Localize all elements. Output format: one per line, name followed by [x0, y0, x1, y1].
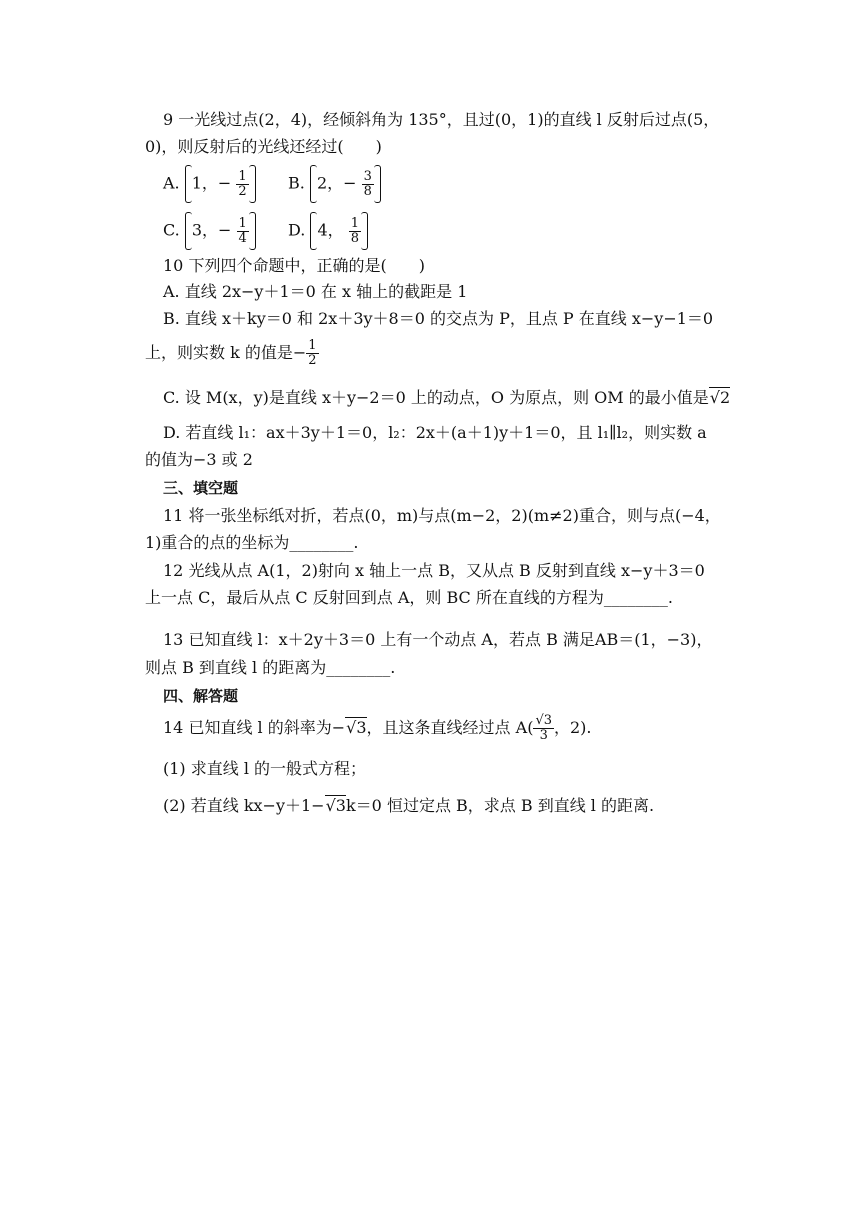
option-value: 1，− — [191, 173, 232, 193]
q11-line2: 1)重合的点的坐标为________. — [145, 533, 359, 552]
q14-text-a: 14 已知直线 l 的斜率为− — [163, 718, 346, 737]
q10-option-b-line2 — [145, 339, 745, 368]
q9-option-a — [163, 165, 256, 203]
option-value: 2，− — [316, 173, 357, 193]
q10-option-d-line2: 的值为−3 或 2 — [145, 450, 253, 469]
option-fraction: $\frac{1}{4}$ — [238, 215, 247, 246]
q10-option-d-line1: D. 若直线 l₁：ax＋3y＋1＝0，l₂：2x＋(a＋1)y＋1＝0，且 l₁∥l₂，则实数 a — [163, 423, 707, 442]
q14-part1: (1) 求直线 l 的一般式方程； — [163, 759, 367, 778]
q14-p2-sqrt: √ 3 — [325, 795, 346, 815]
option-fraction: $\frac{3}{8}$ — [363, 168, 372, 199]
option-value: 3，− — [191, 220, 232, 240]
option-letter: B. — [288, 173, 305, 193]
q9-line2: 0)，则反射后的光线还经过( ) — [145, 137, 382, 156]
q12-line1: 12 光线从点 A(1，2)射向 x 轴上一点 B，又从点 B 反射到直线 x−y＋3＝0 — [163, 561, 705, 580]
q10-option-b-line1: B. 直线 x＋ky＝0 和 2x＋3y＋8＝0 的交点为 P，且点 P 在直线 x−y−1＝0 — [163, 309, 714, 328]
section-heading-solutions: 四、解答题 — [163, 687, 239, 705]
section-heading-fill-in: 三、填空题 — [163, 479, 239, 497]
q10-stem: 10 下列四个命题中，正确的是( ) — [163, 256, 425, 275]
q10-b-text: 上，则实数 k 的值是− — [145, 343, 307, 362]
q10-c-sqrt: √ 2 — [709, 387, 730, 407]
q9-line1: 9 一光线过点(2，4)，经倾斜角为 135°，且过(0，1)的直线 l 反射后过点(5， — [163, 110, 720, 129]
q13-line1: 13 已知直线 l：x＋2y＋3＝0 上有一个动点 A，若点 B 满足AB＝(1，−3)， — [163, 630, 713, 649]
q9-option-b — [288, 165, 381, 203]
q14-fraction: $\frac{√3}{3}$ — [535, 713, 552, 743]
q14-p2-text-b: k＝0 恒过定点 B，求点 B 到直线 l 的距离. — [345, 796, 655, 815]
q14-text-c: ，2). — [554, 718, 592, 737]
q14-sqrt: √ 3 — [345, 717, 366, 737]
q12-line2: 上一点 C，最后从点 C 反射回到点 A，则 BC 所在直线的方程为________. — [145, 588, 673, 607]
option-letter: A. — [163, 173, 180, 193]
option-fraction: $\frac{1}{8}$ — [350, 215, 359, 246]
q14-text-b: ，且这条直线经过点 A( — [366, 718, 534, 737]
q14-stem — [163, 714, 763, 743]
option-letter: C. — [163, 220, 180, 240]
q10-option-c — [163, 388, 763, 408]
q14-p2-text-a: (2) 若直线 kx−y＋1− — [163, 796, 325, 815]
option-fraction: $\frac{1}{2}$ — [238, 168, 247, 199]
option-letter: D. — [288, 220, 306, 240]
q9-option-d — [288, 212, 368, 250]
q13-line2: 则点 B 到直线 l 的距离为________. — [145, 658, 396, 677]
option-value: 4， — [317, 220, 344, 240]
q11-line1: 11 将一张坐标纸对折，若点(0，m)与点(m−2，2)(m≠2)重合，则与点(−4， — [163, 506, 721, 525]
q10-b-fraction: $\frac{1}{2}$ — [308, 338, 317, 368]
q10-option-a: A. 直线 2x−y＋1＝0 在 x 轴上的截距是 1 — [163, 282, 468, 301]
q14-part2 — [163, 796, 763, 816]
q10-c-text: C. 设 M(x，y)是直线 x＋y−2＝0 上的动点，O 为原点，则 OM 的最小值是 — [163, 388, 709, 407]
q9-option-c — [163, 212, 256, 250]
